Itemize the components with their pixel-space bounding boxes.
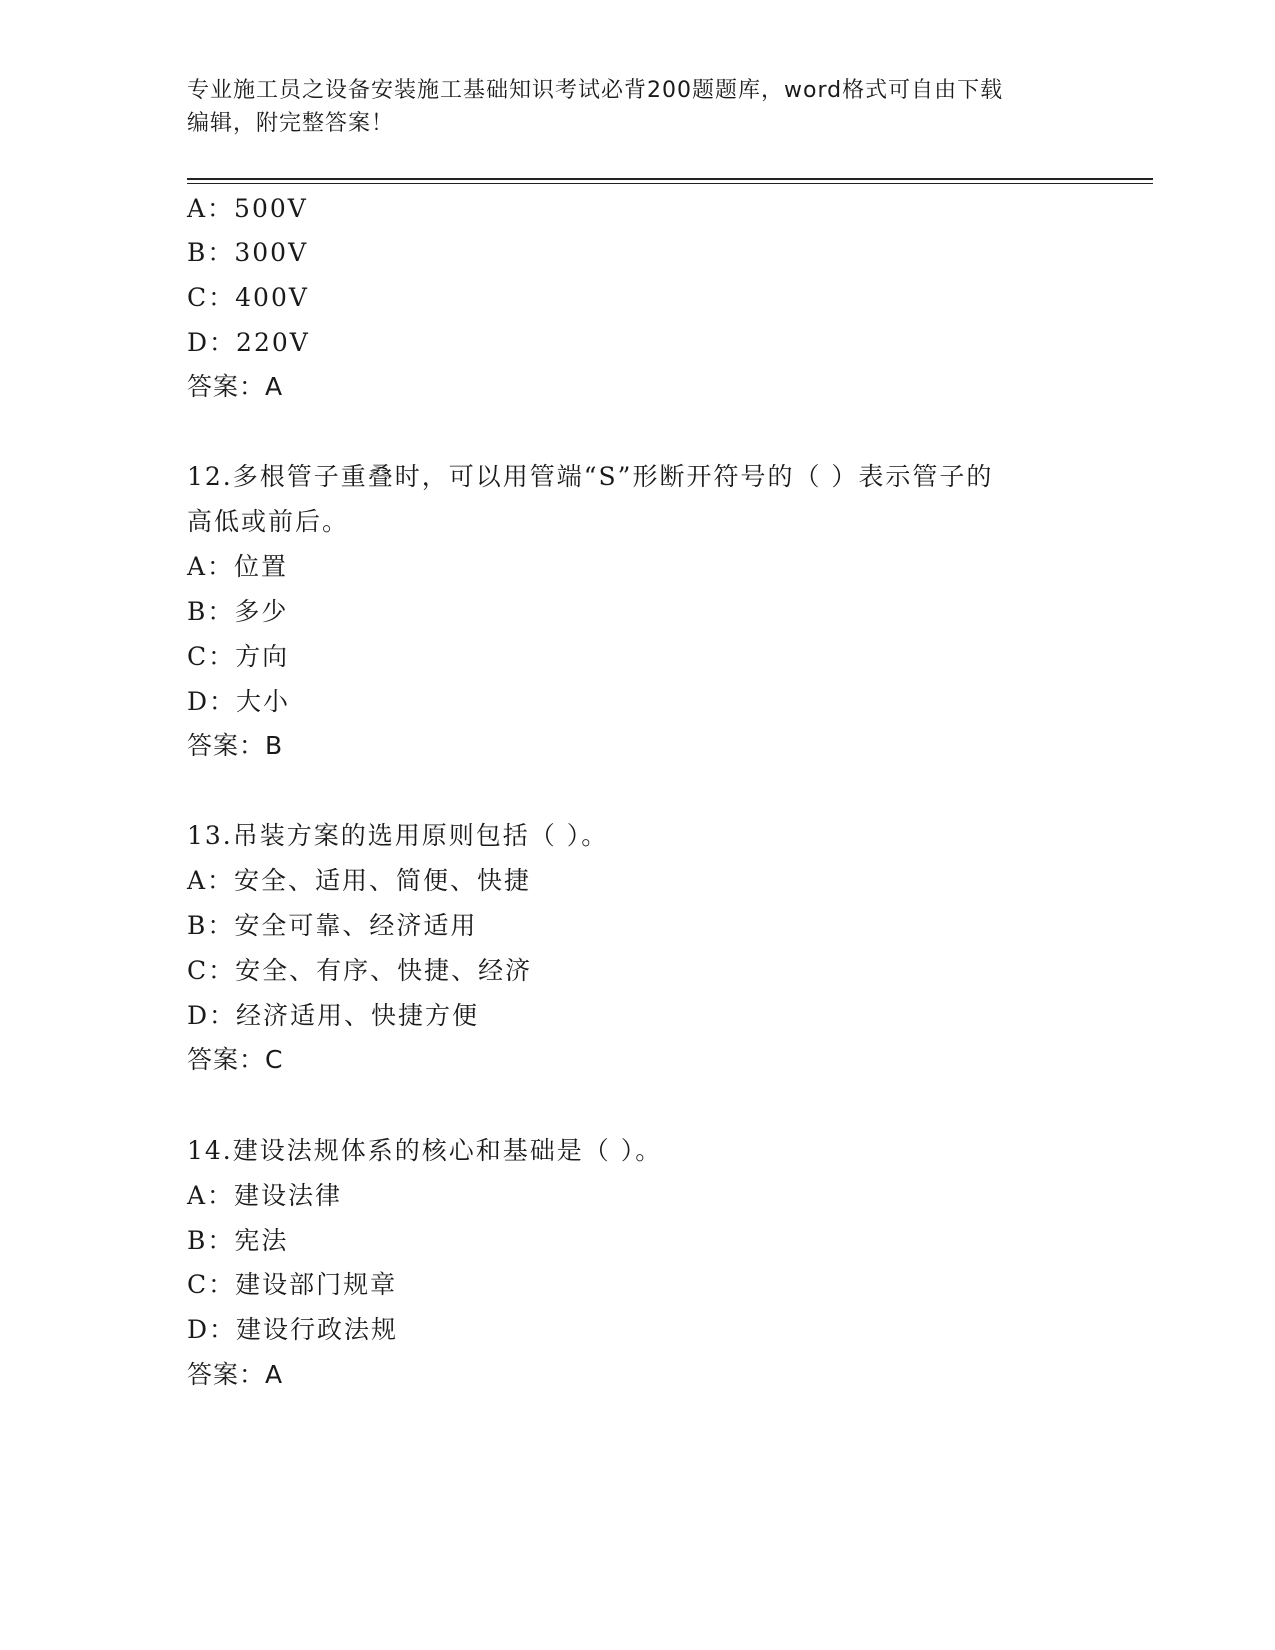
q12-answer: 答案：B bbox=[187, 731, 284, 760]
q12-option-b: B：多少 bbox=[187, 597, 289, 626]
header-divider-thick bbox=[187, 178, 1153, 180]
q13-option-c: C：安全、有序、快捷、经济 bbox=[187, 956, 533, 985]
q13-answer: 答案：C bbox=[187, 1045, 284, 1074]
q14-answer: 答案：A bbox=[187, 1360, 284, 1389]
q13-option-b: B：安全可靠、经济适用 bbox=[187, 911, 478, 940]
document-header bbox=[187, 74, 1067, 140]
q12-option-d: D：大小 bbox=[187, 687, 291, 716]
q14-stem: 14.建设法规体系的核心和基础是（ ）。 bbox=[187, 1136, 663, 1165]
q14-option-d: D：建设行政法规 bbox=[187, 1315, 399, 1344]
q14-option-c: C：建设部门规章 bbox=[187, 1270, 398, 1299]
q11-option-d: D：220V bbox=[187, 328, 310, 357]
header-line-1: 专业施工员之设备安装施工基础知识考试必背200题题库，word格式可自由下载 bbox=[187, 78, 1004, 103]
q12-stem-line-2: 高低或前后。 bbox=[187, 507, 350, 536]
header-line-2: 编辑，附完整答案！ bbox=[187, 111, 395, 136]
q11-option-a: A：500V bbox=[187, 194, 308, 223]
q11-option-c: C：400V bbox=[187, 283, 309, 312]
q14-option-a: A：建设法律 bbox=[187, 1181, 343, 1210]
q13-option-d: D：经济适用、快捷方便 bbox=[187, 1001, 480, 1030]
header-divider-thin bbox=[187, 183, 1153, 184]
q12-option-c: C：方向 bbox=[187, 642, 290, 671]
q14-option-b: B：宪法 bbox=[187, 1226, 289, 1255]
q11-answer: 答案：A bbox=[187, 372, 284, 401]
q13-option-a: A：安全、适用、简便、快捷 bbox=[187, 866, 532, 895]
q11-option-b: B：300V bbox=[187, 238, 309, 267]
q12-option-a: A：位置 bbox=[187, 552, 289, 581]
q12-stem-line-1: 12.多根管子重叠时，可以用管端“S”形断开符号的（ ）表示管子的 bbox=[187, 462, 994, 491]
q13-stem: 13.吊装方案的选用原则包括（ ）。 bbox=[187, 821, 609, 850]
